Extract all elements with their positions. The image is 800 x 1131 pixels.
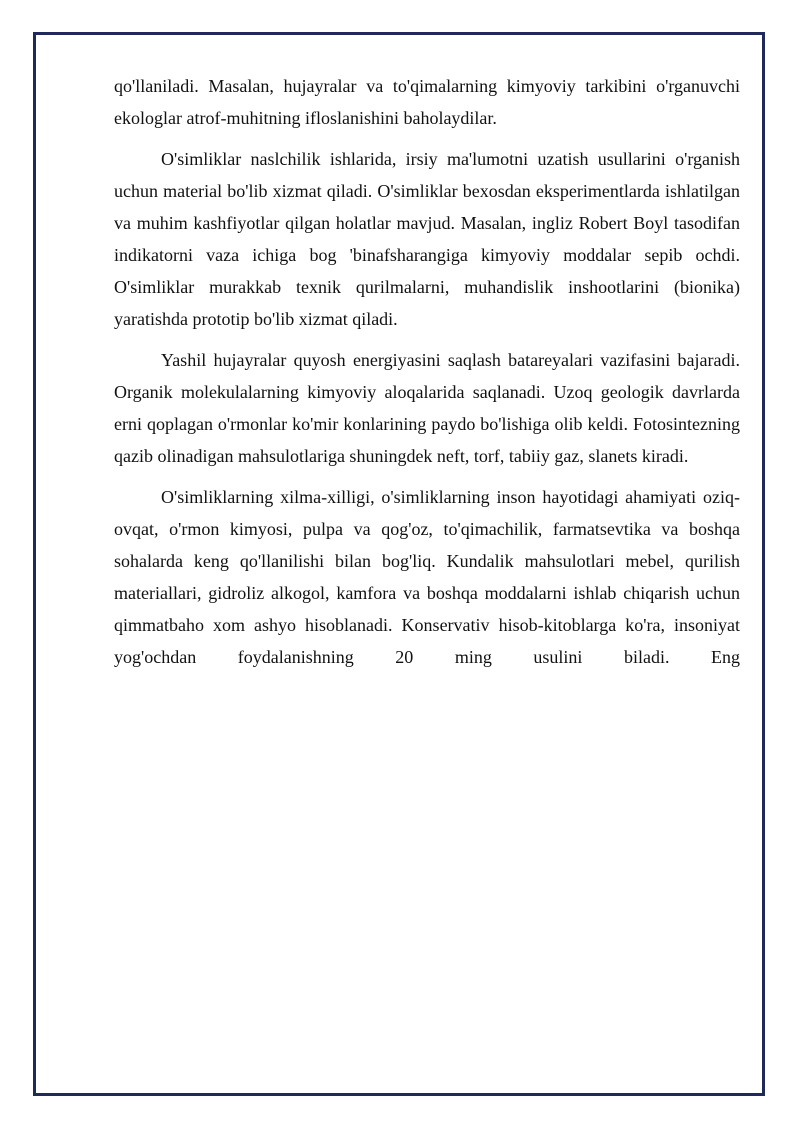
paragraph-4: O'simliklarning xilma-xilligi, o'simliklarning inson hayotidagi ahamiyati oziq-ovqat, o'rmon kimyosi, pulpa va qog'oz, to'qimachilik, farmatsevtika va boshqa sohalarda keng qo'llanilishi bilan bog'liq. Kundalik mahsulotlari mebel, qurilish materiallari, gidroliz alkogol, kamfora va boshqa moddalarni ishlab chiqarish uchun qimmatbaho xom ashyo hisoblanadi. Konservativ hisob-kitoblarga ko'ra, insoniyat yog'ochdan foydalanishning 20 ming usulini biladi. Eng bbox=[114, 487, 740, 667]
paragraph-2: O'simliklar naslchilik ishlarida, irsiy ma'lumotni uzatish usullarini o'rganish uchun material bo'lib xizmat qiladi. O'simliklar bexosdan eksperimentlarda ishlatilgan va muhim kashfiyotlar qilgan holatlar mavjud. Masalan, ingliz Robert Boyl tasodifan indikatorni vaza ichiga bog 'binafsharangiga kimyoviy moddalar sepib ochdi. O'simliklar murakkab texnik qurilmalarni, muhandislik inshootlarini (bionika) yaratishda prototip bo'lib xizmat qiladi. bbox=[114, 149, 740, 329]
document-body bbox=[114, 70, 740, 682]
paragraph-1: qo'llaniladi. Masalan, hujayralar va to'qimalarning kimyoviy tarkibini o'rganuvchi ekologlar atrof-muhitning ifloslanishini baholaydilar. bbox=[114, 76, 740, 128]
paragraph-3: Yashil hujayralar quyosh energiyasini saqlash batareyalari vazifasini bajaradi. Organik molekulalarning kimyoviy aloqalarida saqlanadi. Uzoq geologik davrlarda erni qoplagan o'rmonlar ko'mir konlarining paydo bo'lishiga olib keldi. Fotosintezning qazib olinadigan mahsulotlariga shuningdek neft, torf, tabiiy gaz, slanets kiradi. bbox=[114, 350, 740, 466]
